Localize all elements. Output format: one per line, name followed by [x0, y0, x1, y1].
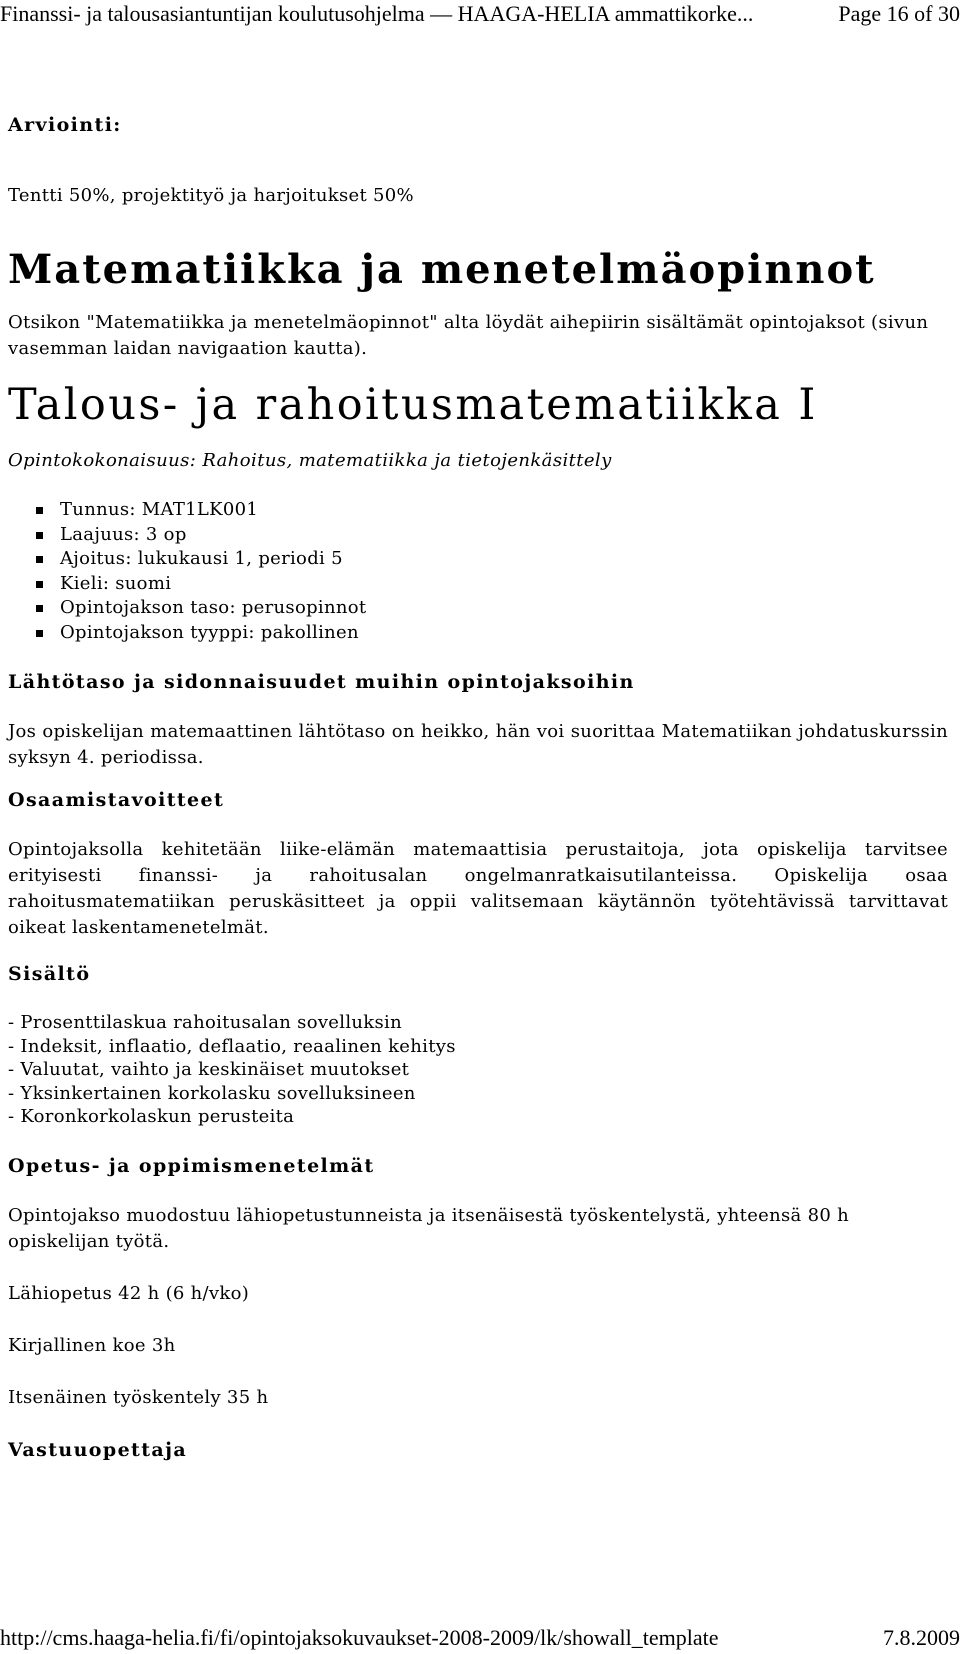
objectives-heading: Osaamistavoitteet — [8, 789, 225, 811]
list-item — [60, 596, 948, 621]
fact-timing: Ajoitus: lukukausi 1, periodi 5 — [60, 548, 343, 569]
bullet-icon — [36, 556, 43, 563]
fact-credits: Laajuus: 3 op — [60, 523, 187, 545]
list-item: - Yksinkertainen korkolasku sovelluksineen — [8, 1082, 416, 1104]
list-item: - Valuutat, vaihto ja keskinäiset muutokset — [8, 1059, 410, 1080]
list-item — [60, 621, 948, 646]
fact-language: Kieli: suomi — [60, 572, 172, 594]
list-item: - Indeksit, inflaatio, deflaatio, reaalinen kehitys — [8, 1035, 456, 1057]
methods-text: Opintojakso muodostuu lähiopetustunneista ja itsenäisestä työskentelystä, yhteensä 80 h opiskelijan työtä. — [8, 1204, 850, 1252]
page-number: Page 16 of 30 — [838, 1, 960, 26]
exam-info: Kirjallinen koe 3h — [8, 1334, 176, 1356]
document-title: Finanssi- ja talousasiantuntijan koulutusohjelma — HAAGA-HELIA ammattikorke... — [0, 1, 754, 26]
bullet-icon — [36, 532, 43, 539]
course-title: Talous- ja rahoitusmatematiikka I — [8, 380, 818, 430]
evaluation-text: Tentti 50%, projektityö ja harjoitukset 50% — [8, 185, 414, 206]
page-content — [8, 112, 948, 1463]
course-facts-list — [8, 498, 948, 645]
objectives-text: Opintojaksolla kehitetään liike-elämän matemaattisia perustaitoja, jota opiskelija tarvitsee erityisesti finanssi- ja rahoitusalan ongelmanratkaisutilanteissa. Opiskelija osaa rahoitusmatematiikan peruskäsitteet ja oppii valitsemaan käytännön työtehtävissä tarvittavat oikeat laskentamenetelmät. — [8, 839, 948, 938]
bullet-icon — [36, 507, 43, 514]
list-item — [60, 547, 948, 572]
fact-type: Opintojakson tyyppi: pakollinen — [60, 621, 359, 643]
print-footer — [0, 1624, 960, 1654]
list-item: - Koronkorkolaskun perusteita — [8, 1106, 295, 1127]
page-url: http://cms.haaga-helia.fi/fi/opintojaksokuvaukset-2008-2009/lk/showall_template — [0, 1625, 719, 1650]
course-subtitle: Opintokokonaisuus: Rahoitus, matematiikka ja tietojenkäsittely — [8, 450, 612, 471]
section-title: Matematiikka ja menetelmäopinnot — [8, 246, 876, 293]
list-item: - Prosenttilaskua rahoitusalan sovelluksin — [8, 1012, 402, 1033]
contact-hours: Lähiopetus 42 h (6 h/vko) — [8, 1282, 250, 1304]
section-intro: Otsikon "Matematiikka ja menetelmäopinnot" alta löydät aihepiirin sisältämät opintojaksot (sivun vasemman laidan navigaation kautta). — [8, 312, 929, 359]
methods-heading: Opetus- ja oppimismenetelmät — [8, 1154, 375, 1177]
bullet-icon — [36, 581, 43, 588]
prerequisites-text: Jos opiskelijan matemaattinen lähtötaso on heikko, hän voi suorittaa Matematiikan johdatuskurssin syksyn 4. periodissa. — [8, 721, 948, 768]
content-list — [8, 1011, 948, 1129]
content-heading: Sisältö — [8, 963, 91, 985]
fact-code: Tunnus: MAT1LK001 — [60, 499, 259, 520]
list-item — [60, 523, 948, 548]
print-date: 7.8.2009 — [883, 1625, 960, 1650]
teacher-heading: Vastuuopettaja — [8, 1438, 188, 1461]
prerequisites-heading: Lähtötaso ja sidonnaisuudet muihin opintojaksoihin — [8, 671, 635, 693]
independent-work: Itsenäinen työskentely 35 h — [8, 1386, 269, 1408]
list-item — [60, 498, 948, 523]
bullet-icon — [36, 605, 43, 612]
list-item — [60, 572, 948, 597]
print-header — [0, 0, 960, 30]
bullet-icon — [36, 630, 43, 637]
fact-level: Opintojakson taso: perusopinnot — [60, 597, 367, 618]
evaluation-heading: Arviointi: — [8, 114, 122, 136]
